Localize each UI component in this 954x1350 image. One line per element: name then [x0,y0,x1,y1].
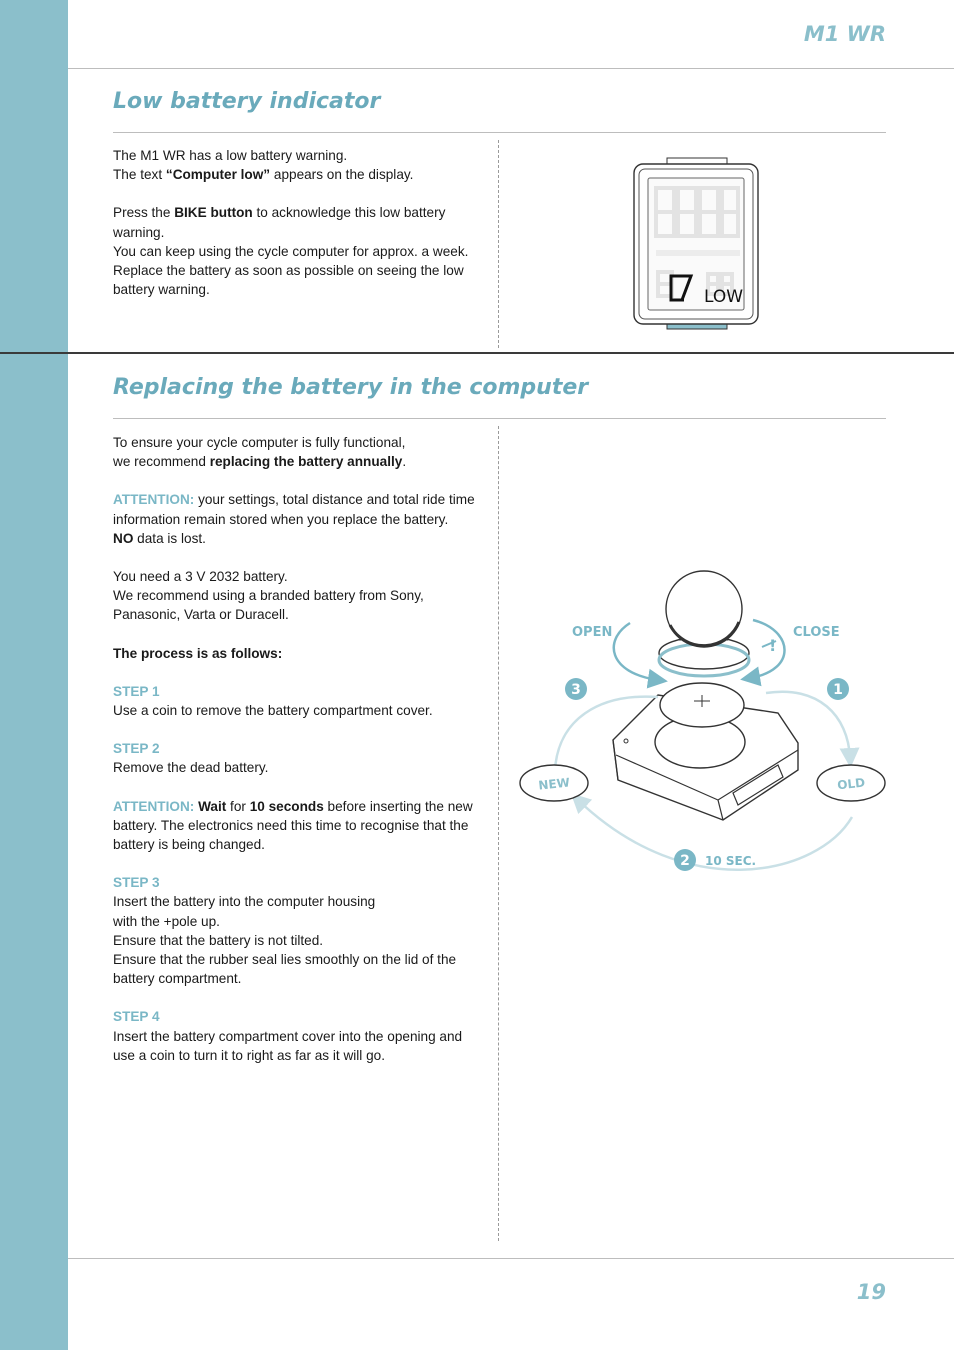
page-number: 19 [856,1280,886,1304]
text-line: your settings, total distance and total ride time information remain stored when you replace the battery. [113,492,475,527]
emphasis: 10 seconds [249,798,324,814]
step-2-text: Remove the dead battery. [113,760,269,776]
paragraph [113,452,478,471]
step-2-number: 2 [680,853,690,869]
attention-label: ATTENTION: [113,492,195,508]
lcd-low-text: LOW [704,287,744,307]
paragraph [113,203,478,241]
step-3-text: Insert the battery into the computer housing [113,894,376,910]
replacing-battery-text [113,433,478,1065]
paragraph: Replace the battery as soon as possible on seeing the low battery warning. [113,263,464,298]
cycle-computer-display-illustration [628,152,764,334]
text-line: appears on the display. [270,167,414,183]
replacing-battery-title: Replacing the battery in the computer [113,375,589,400]
indicator-bar [656,250,740,256]
paragraph: You can keep using the cycle computer for approx. a week. [113,243,469,259]
step-3-label: STEP 3 [113,875,160,891]
step-3-text: Ensure that the rubber seal lies smoothly on the lid of the battery compartment. [113,952,457,987]
process-heading: The process is as follows: [113,645,283,661]
paragraph [113,644,478,663]
attention-label: ATTENTION: [113,798,195,814]
document-header-title: M1 WR [803,22,886,46]
close-rotation-arrow [750,620,785,678]
column-divider [498,140,499,348]
open-label: OPEN [572,625,613,640]
step-3-text: with the +pole up. [113,913,220,929]
step-3-number: 3 [571,682,581,698]
page-sidebar-band [0,0,68,1350]
step-4-text: Insert the battery compartment cover into the opening and use a coin to turn it to right as far as it will go. [113,1028,463,1063]
bike-button-label: BIKE button [174,205,253,221]
low-battery-text [113,146,478,299]
text-line: The M1 WR has a low battery warning. [113,148,348,163]
paragraph [113,146,478,165]
paragraph: We recommend using a branded battery from Sony, Panasonic, Varta or Duracell. [113,588,424,623]
warning-mark: ! [769,636,777,655]
new-label: NEW [537,775,571,793]
step-2-label: STEP 2 [113,741,160,757]
paragraph: You need a 3 V 2032 battery. [113,569,288,585]
text-line: . [402,454,407,470]
text-line: we recommend [113,454,210,470]
column-divider [498,426,499,1241]
paragraph [113,797,478,855]
paragraph [113,165,478,184]
text-line: The text [113,167,166,183]
header-rule [68,68,954,69]
paragraph [113,529,478,548]
text-line: before inserting the new battery. The electronics need this time to recognise that the battery is being changed. [113,798,473,853]
battery-replacement-diagram [508,565,898,895]
section-divider [0,352,954,354]
paragraph [113,490,478,528]
paragraph: To ensure your cycle computer is fully functional, [113,435,406,450]
close-label: CLOSE [793,625,840,640]
emphasis: Wait [198,798,227,814]
step-1-text: Use a coin to remove the battery compartment cover. [113,703,433,719]
text-line: for [226,798,250,814]
step-3-text: Ensure that the battery is not tilted. [113,932,324,948]
section-rule [113,418,886,419]
emphasis: replacing the battery annually [209,454,403,470]
text-line: data is lost. [133,530,206,546]
step-1-number: 1 [833,682,843,698]
text-line: to acknowledge this low battery warning. [113,205,446,240]
step-4-label: STEP 4 [113,1009,160,1025]
low-battery-title: Low battery indicator [113,89,381,114]
display-text-quote: “Computer low” [165,167,271,183]
emphasis: NO [113,530,134,546]
old-label: OLD [836,775,866,793]
step-1-label: STEP 1 [113,683,160,699]
footer-rule [68,1258,954,1259]
section-rule [113,132,886,133]
wait-time-label: 10 SEC. [705,854,757,868]
text-line: Press the [113,205,175,221]
open-rotation-arrow [614,623,658,680]
coin-icon [666,571,742,647]
